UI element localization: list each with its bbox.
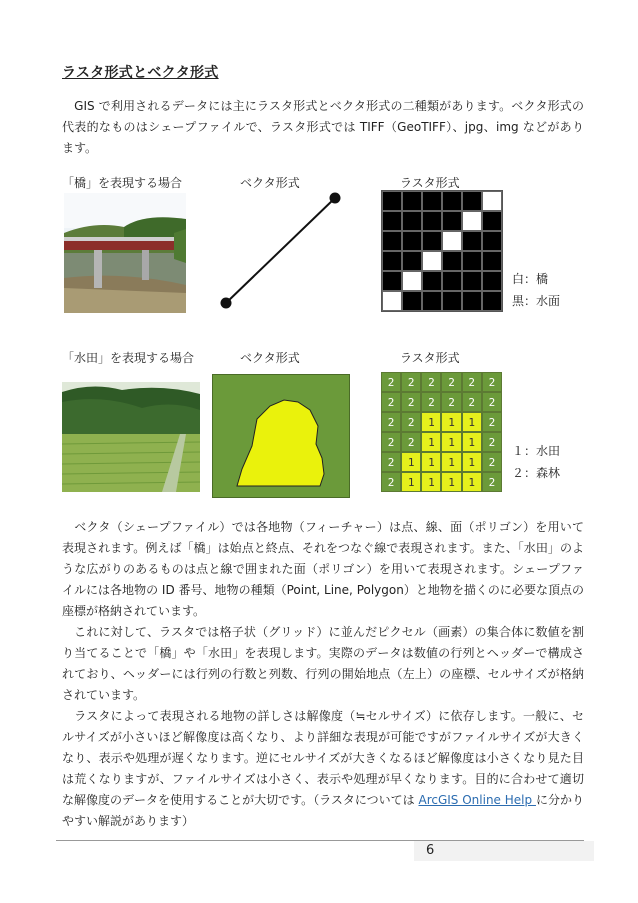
raster-cell xyxy=(482,271,502,291)
raster-cell xyxy=(462,211,482,231)
raster-cell xyxy=(402,211,422,231)
raster-cell xyxy=(482,211,502,231)
raster-value-cell: 1 xyxy=(441,432,461,452)
raster-value-cell: 2 xyxy=(482,372,502,392)
raster-value-cell: 1 xyxy=(462,452,482,472)
paddy-raster-label: ラスタ形式 xyxy=(400,351,460,365)
raster-value-cell: 2 xyxy=(381,412,401,432)
raster-cell xyxy=(422,251,442,271)
raster-value-cell: 1 xyxy=(441,472,461,492)
raster-value-cell: 2 xyxy=(441,372,461,392)
raster-cell xyxy=(442,231,462,251)
raster-cell xyxy=(382,271,402,291)
start-point xyxy=(221,298,232,309)
raster-value-cell: 1 xyxy=(421,472,441,492)
raster-cell xyxy=(382,231,402,251)
raster-cell xyxy=(422,231,442,251)
raster-cell xyxy=(382,211,402,231)
raster-value-cell: 1 xyxy=(441,452,461,472)
raster-cell xyxy=(462,231,482,251)
bridge-photo xyxy=(64,193,186,313)
end-point xyxy=(330,193,341,204)
raster-cell xyxy=(442,191,462,211)
paddy-row-label: 「水田」を表現する場合 xyxy=(62,351,195,365)
raster-value-cell: 2 xyxy=(381,452,401,472)
paddy-vector-label: ベクタ形式 xyxy=(240,351,300,365)
raster-value-cell: 2 xyxy=(482,432,502,452)
raster-value-cell: 1 xyxy=(421,412,441,432)
raster-cell xyxy=(462,191,482,211)
body-text xyxy=(62,517,584,832)
page-number: 6 xyxy=(414,841,594,861)
raster-value-cell: 1 xyxy=(462,412,482,432)
raster-value-cell: 2 xyxy=(381,472,401,492)
raster-cell xyxy=(382,251,402,271)
raster-value-cell: 2 xyxy=(401,372,421,392)
raster-value-cell: 2 xyxy=(381,432,401,452)
raster-value-cell: 2 xyxy=(381,372,401,392)
raster-cell xyxy=(462,251,482,271)
bridge-legend xyxy=(512,268,560,312)
raster-cell xyxy=(442,291,462,311)
raster-cell xyxy=(422,211,442,231)
raster-cell xyxy=(422,191,442,211)
raster-cell xyxy=(422,271,442,291)
raster-value-cell: 2 xyxy=(482,412,502,432)
raster-cell xyxy=(462,271,482,291)
raster-cell xyxy=(442,211,462,231)
page-title: ラスタ形式とベクタ形式 xyxy=(62,65,219,81)
intro-paragraph: GIS で利用されるデータには主にラスタ形式とベクタ形式の二種類があります。ベクタ形式の代表的なものはシェープファイルで、ラスタ形式では TIFF（GeoTIFF）、jpg、img などがあります。 xyxy=(62,99,584,155)
body-paragraph-vector: ベクタ（シェープファイル）では各地物（フィーチャー）は点、線、面（ポリゴン）を用いて表現されます。例えば「橋」は始点と終点、それをつなぐ線で表現されます。また、「水田」のような広がりのあるものは点と線で囲まれた面（ポリゴン）を用いて表現されます。シェープファイルには各地物の ID 番号、地物の種類（Point, Line, Polygon）と地物を描くのに必要な頂点の座標が格納されています。 xyxy=(62,520,584,618)
raster-value-cell: 1 xyxy=(401,452,421,472)
raster-cell xyxy=(382,291,402,311)
bridge-raster-label: ラスタ形式 xyxy=(400,176,460,190)
raster-value-cell: 1 xyxy=(421,452,441,472)
raster-value-cell: 2 xyxy=(482,452,502,472)
raster-cell xyxy=(382,191,402,211)
raster-value-cell: 1 xyxy=(401,472,421,492)
raster-cell xyxy=(482,231,502,251)
paddy-vector-polygon xyxy=(212,374,350,498)
raster-value-cell: 2 xyxy=(421,372,441,392)
raster-value-cell: 2 xyxy=(401,412,421,432)
raster-value-cell: 1 xyxy=(441,412,461,432)
bridge-vector-label: ベクタ形式 xyxy=(240,176,300,190)
raster-cell xyxy=(402,251,422,271)
raster-value-cell: 2 xyxy=(421,392,441,412)
raster-cell xyxy=(462,291,482,311)
legend-paddy: １：水田 xyxy=(512,444,561,458)
raster-cell xyxy=(402,291,422,311)
raster-cell xyxy=(402,271,422,291)
raster-value-cell: 2 xyxy=(381,392,401,412)
raster-cell xyxy=(442,251,462,271)
raster-value-cell: 2 xyxy=(462,372,482,392)
legend-bridge: 白：橋 xyxy=(512,272,549,286)
paddy-raster-grid xyxy=(381,372,502,492)
raster-value-cell: 2 xyxy=(401,392,421,412)
bridge-raster-grid xyxy=(381,190,503,312)
raster-value-cell: 2 xyxy=(482,392,502,412)
raster-value-cell: 2 xyxy=(441,392,461,412)
paddy-photo xyxy=(62,382,200,492)
arcgis-help-link[interactable]: ArcGIS Online Help xyxy=(418,793,536,807)
legend-water: 黒：水面 xyxy=(512,294,561,308)
raster-cell xyxy=(482,291,502,311)
raster-cell xyxy=(482,251,502,271)
raster-cell xyxy=(442,271,462,291)
paddy-legend xyxy=(512,440,560,484)
raster-value-cell: 2 xyxy=(462,392,482,412)
raster-cell xyxy=(422,291,442,311)
raster-value-cell: 2 xyxy=(482,472,502,492)
raster-cell xyxy=(402,191,422,211)
raster-cell xyxy=(402,231,422,251)
body-paragraph-raster: これに対して、ラスタでは格子状（グリッド）に並んだピクセル（画素）の集合体に数値を割り当てることで「橋」や「水田」を表現します。実際のデータは数値の行列とヘッダーで構成されており、ヘッダーには行列の行数と列数、行列の開始地点（左上）の座標、セルサイズが格納されています。 xyxy=(62,625,584,702)
body-paragraph-resolution: ラスタによって表現される地物の詳しさは解像度（≒セルサイズ）に依存します。一般に、セルサイズが小さいほど解像度は高くなり、より詳細な表現が可能ですがファイルサイズが大きくなり、表示や処理が遅くなります。逆にセルサイズが大きくなるほど解像度は小さくなり見た目は荒くなりますが、ファイルサイズは小さく、表示や処理が早くなります。目的に合わせて適切な解像度のデータを使用することが大切です。（ラスタについては ArcGIS Online Help に分かりやすい解説があります） xyxy=(62,709,584,828)
bridge-row-label: 「橋」を表現する場合 xyxy=(62,176,183,190)
raster-value-cell: 1 xyxy=(462,472,482,492)
legend-forest: ２：森林 xyxy=(512,466,561,480)
bridge-vector-line xyxy=(218,190,348,310)
raster-value-cell: 1 xyxy=(462,432,482,452)
raster-value-cell: 1 xyxy=(421,432,441,452)
raster-cell xyxy=(482,191,502,211)
raster-value-cell: 2 xyxy=(401,432,421,452)
